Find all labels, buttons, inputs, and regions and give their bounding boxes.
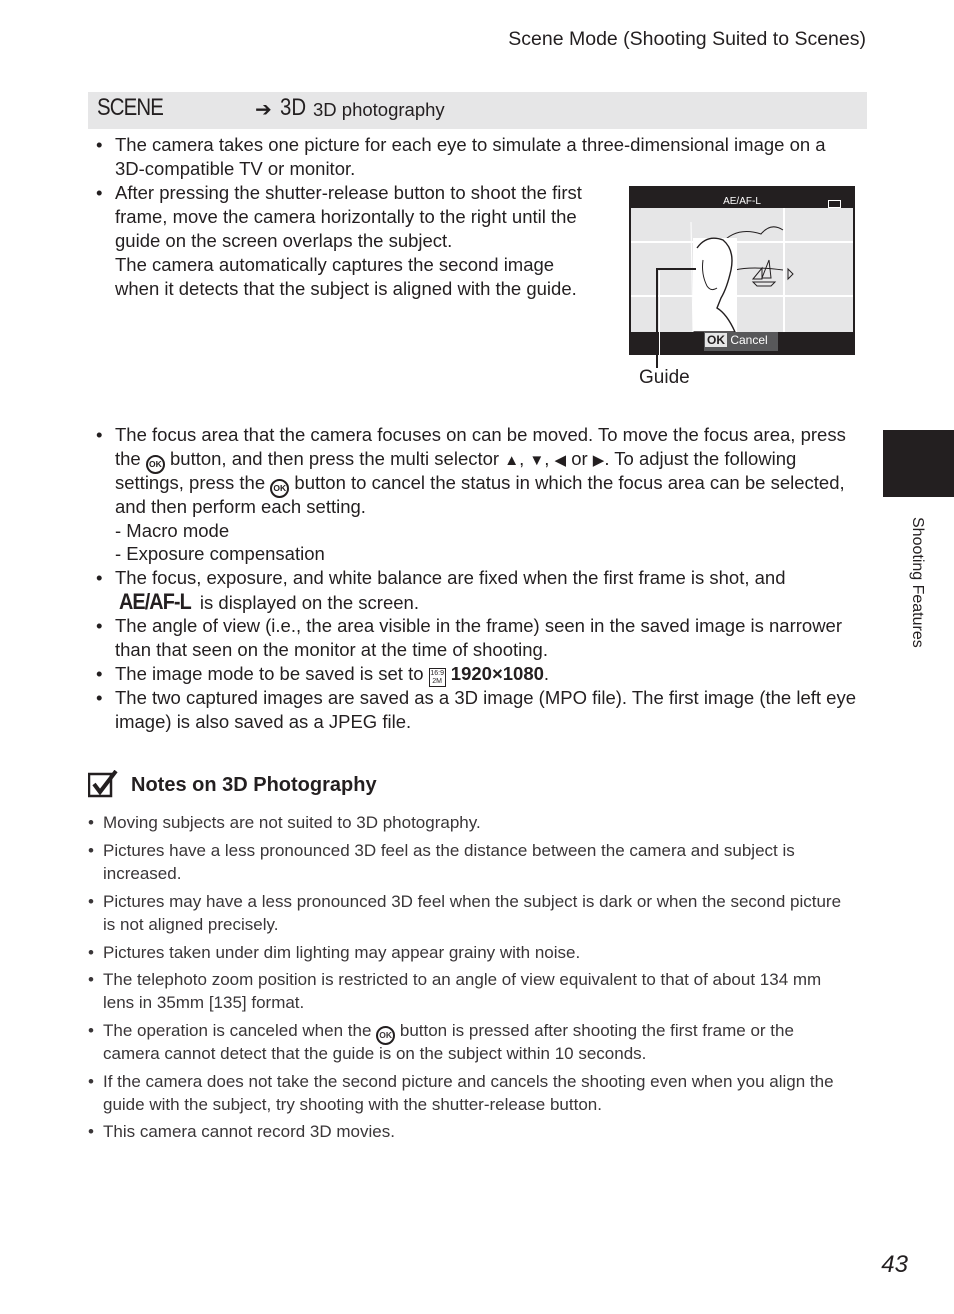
camera-monitor-illustration xyxy=(629,186,855,355)
ok-button-icon: OK xyxy=(707,333,725,347)
list-item-text: settings, press the OK button to cancel the status in which the focus area can be selected, xyxy=(115,471,845,498)
list-item-text: the OK button, and then press the multi selector ▲, ▼, ◀ or ▶. To adjust the following xyxy=(115,447,796,474)
bullet-icon: • xyxy=(88,943,94,962)
bullet-icon: • xyxy=(88,1122,94,1141)
bullet-icon: • xyxy=(96,687,103,708)
running-header: Scene Mode (Shooting Suited to Scenes) xyxy=(508,28,866,50)
bullet-icon: • xyxy=(88,892,94,911)
list-item-text: and then perform each setting. xyxy=(115,496,366,517)
notes-heading: Notes on 3D Photography xyxy=(131,774,377,796)
left-arrow-icon: ◀ xyxy=(554,452,567,469)
guide-callout-line xyxy=(656,268,696,270)
list-item-text: lens in 35mm [135] format. xyxy=(103,993,305,1012)
list-item-text: AE/AF-L is displayed on the screen. xyxy=(118,589,419,614)
sub-list-item: - Exposure compensation xyxy=(115,543,325,564)
list-item-text: frame, move the camera horizontally to the right until the xyxy=(115,206,577,227)
list-item-text: guide on the screen overlaps the subject. xyxy=(115,230,453,251)
cancel-hint xyxy=(705,332,773,349)
guide-callout-line-vertical xyxy=(656,268,658,368)
list-item-text: increased. xyxy=(103,864,182,883)
bullet-icon: • xyxy=(88,1072,94,1091)
list-item-text: camera cannot detect that the guide is on the subject within 10 seconds. xyxy=(103,1044,647,1063)
bullet-icon: • xyxy=(96,615,103,636)
ok-button-icon: OK xyxy=(146,455,165,474)
list-item-text: image) is also saved as a JPEG file. xyxy=(115,711,412,732)
right-arrow-icon: ▶ xyxy=(592,452,605,469)
section-title: 3D photography xyxy=(313,99,445,120)
guide-callout-line-white xyxy=(659,271,660,366)
bullet-icon: • xyxy=(96,663,103,684)
list-item-text: is not aligned precisely. xyxy=(103,915,279,934)
page-number: 43 xyxy=(881,1251,908,1278)
image-mode-icon: 16:9 2M xyxy=(430,670,444,685)
bullet-icon: • xyxy=(96,134,103,155)
list-item-text: The camera automatically captures the second image xyxy=(115,254,555,275)
bullet-icon: • xyxy=(88,1021,94,1040)
battery-icon xyxy=(828,200,841,208)
list-item-text: guide with the subject, try shooting with the shutter-release button. xyxy=(103,1095,602,1114)
section-title-bar xyxy=(88,92,867,129)
chapter-label: Shooting Features xyxy=(909,517,926,648)
ok-button-icon: OK xyxy=(270,479,289,498)
ae-af-l-icon: AE/AF-L xyxy=(118,589,191,614)
checkmark-note-icon xyxy=(88,770,118,798)
list-item-text: 3D-compatible TV or monitor. xyxy=(115,158,356,179)
3d-mode-icon: 3D xyxy=(280,94,307,121)
chapter-tab xyxy=(883,430,954,497)
ok-button-icon: OK xyxy=(376,1026,395,1045)
guide-label: Guide xyxy=(639,367,690,388)
monitor-screen xyxy=(631,208,853,332)
bullet-icon: • xyxy=(88,970,94,989)
cancel-label: Cancel xyxy=(730,333,768,347)
sub-list-item: - Macro mode xyxy=(115,520,230,541)
list-item-text: when it detects that the subject is aligned with the guide. xyxy=(115,278,577,299)
list-item-text: than that seen on the monitor at the time of shooting. xyxy=(115,639,548,660)
bullet-icon: • xyxy=(96,567,103,588)
bullet-icon: • xyxy=(96,424,103,445)
down-arrow-icon: ▼ xyxy=(529,452,545,469)
ae-af-lock-indicator: AE/AF-L xyxy=(723,196,761,207)
arrow-right-icon: ➔ xyxy=(255,99,272,121)
scene-mode-icon: SCENE xyxy=(97,94,164,121)
bullet-icon: • xyxy=(88,813,94,832)
guide-image-icon xyxy=(631,208,853,332)
up-arrow-icon: ▲ xyxy=(504,452,520,469)
bullet-icon: • xyxy=(88,841,94,860)
bullet-icon: • xyxy=(96,182,103,203)
